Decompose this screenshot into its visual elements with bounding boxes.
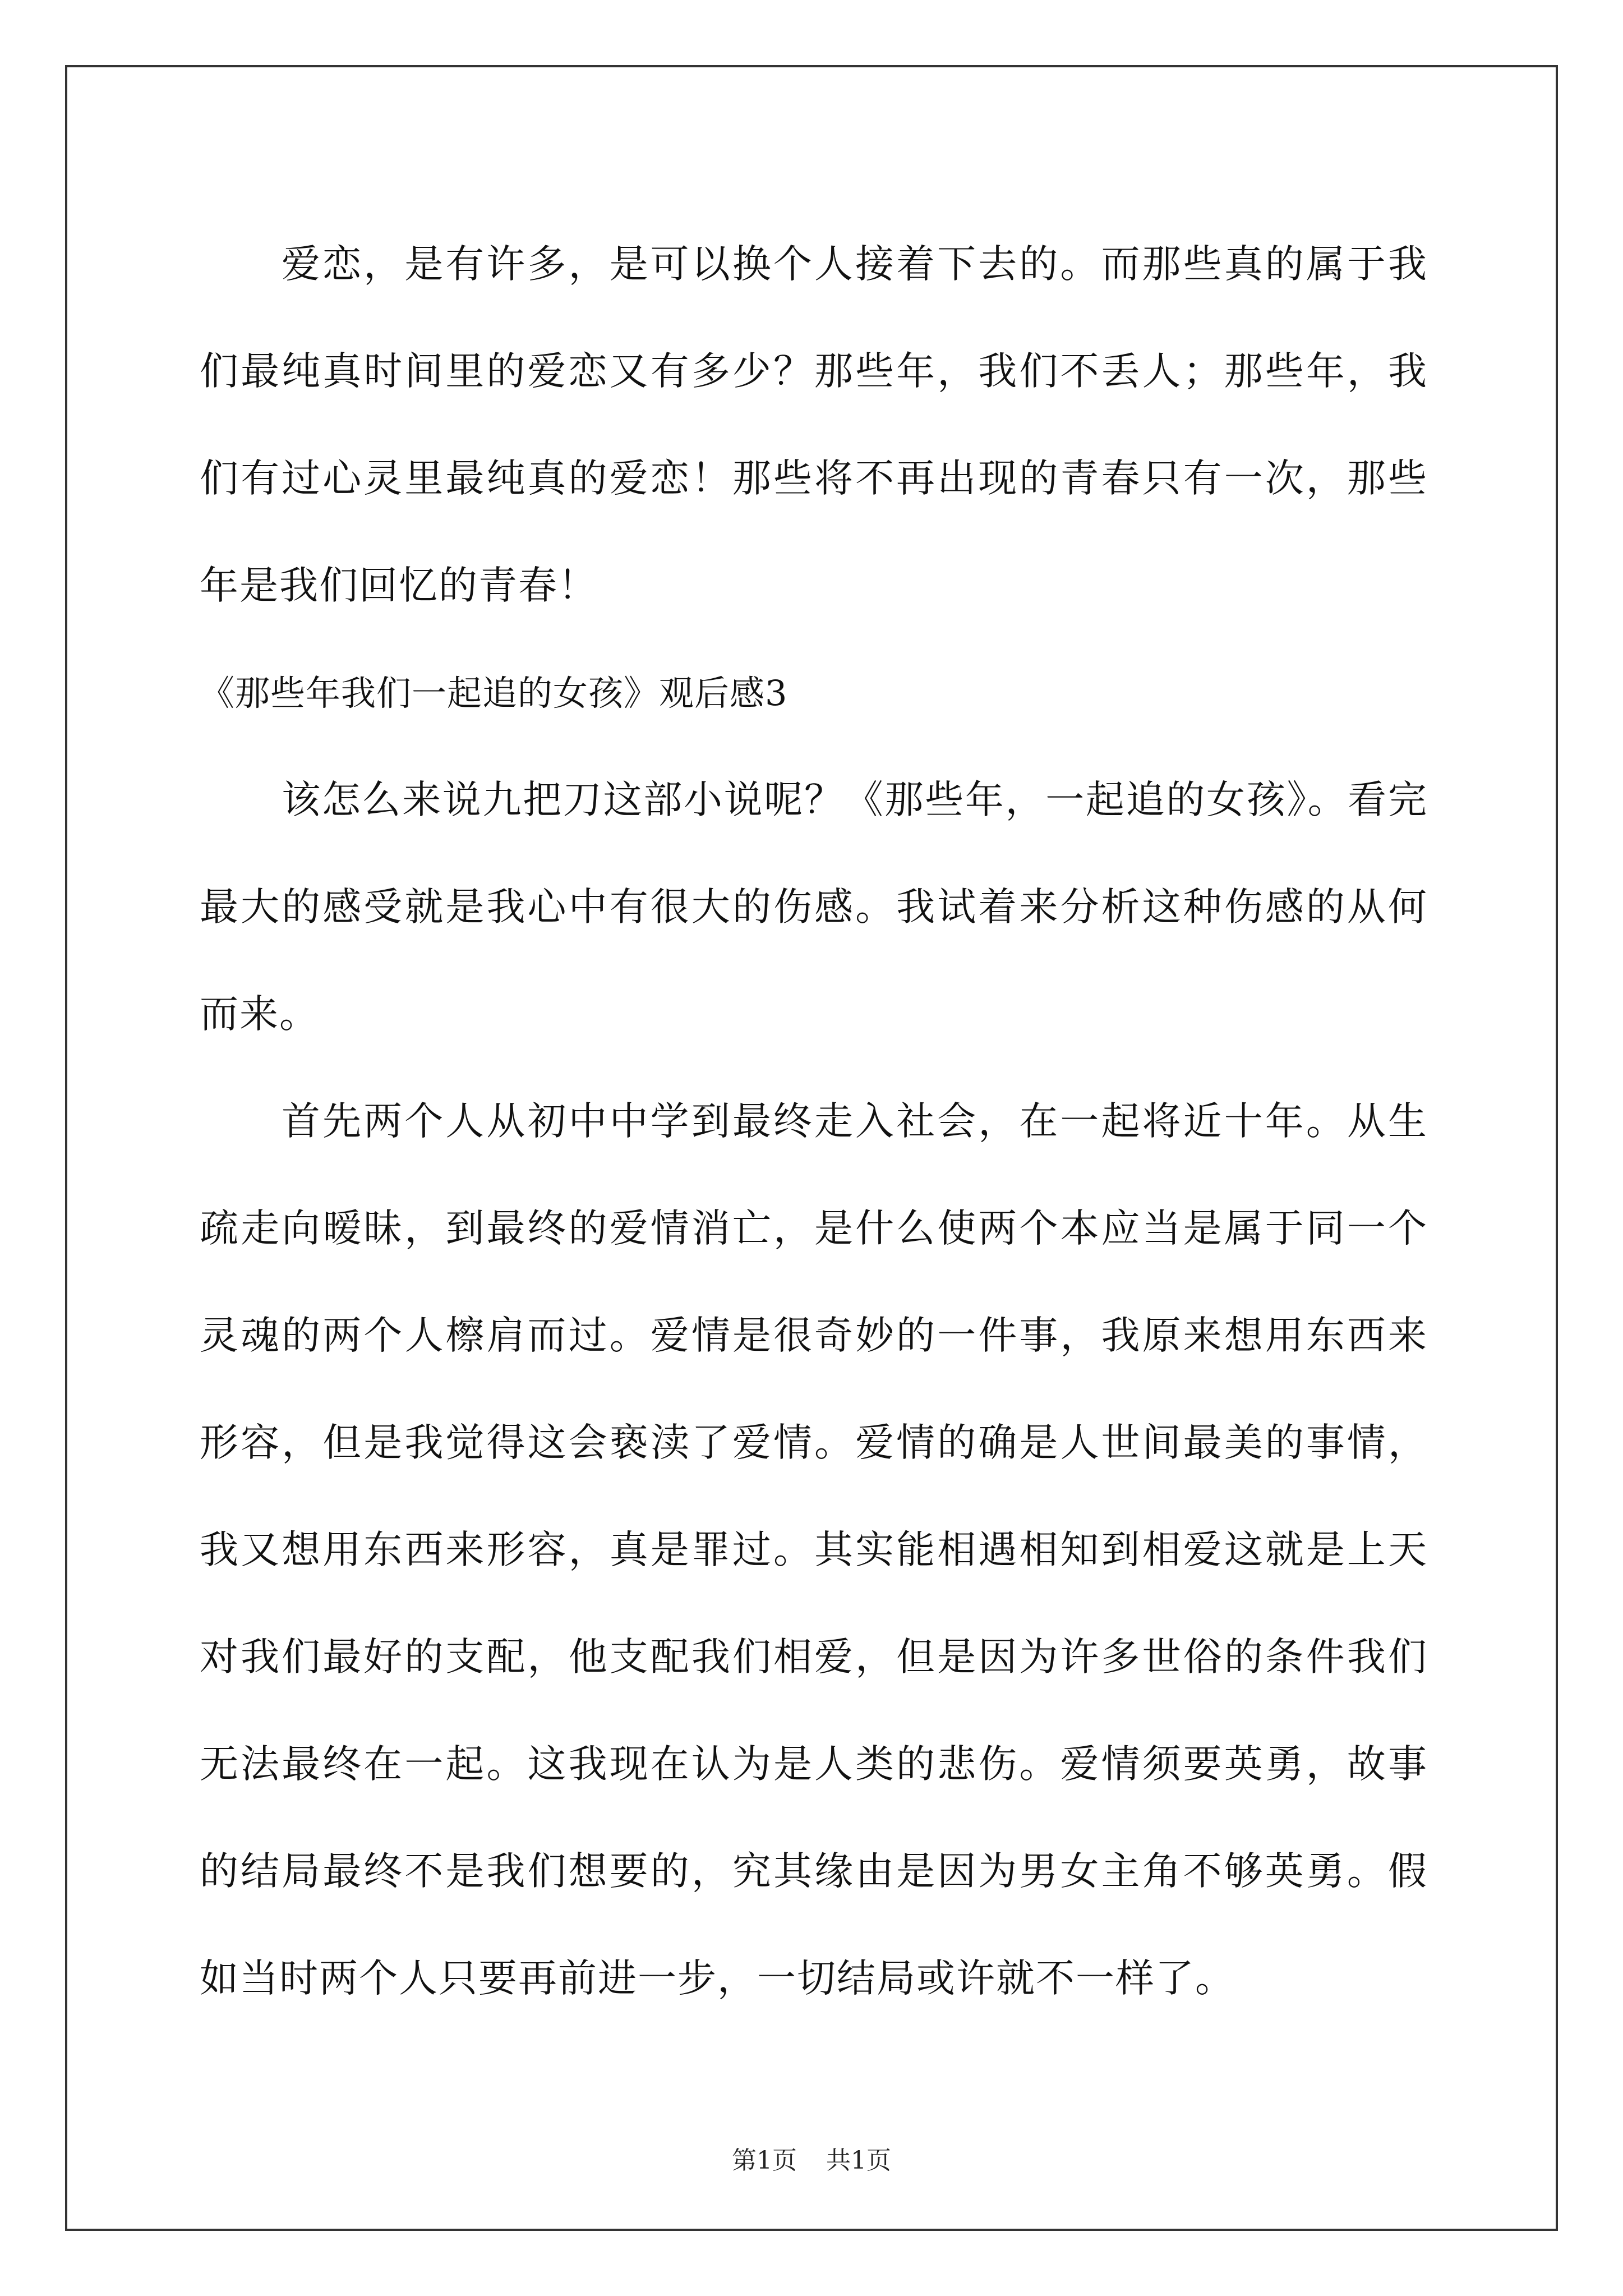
paragraph-section-1: 该怎么来说九把刀这部小说呢？《那些年，一起追的女孩》。看完最大的感受就是我心中有很大的伤感。我试着来分析这种伤感的从何而来。 xyxy=(200,777,1428,1037)
section-title: 《那些年我们一起追的女孩》观后感3 xyxy=(200,673,788,714)
paragraph-section-2: 首先两个人从初中中学到最终走入社会，在一起将近十年。从生疏走向暧昧，到最终的爱情消亡，是什么使两个本应当是属于同一个灵魂的两个人檫肩而过。爱情是很奇妙的一件事，我原来想用东西来形容，但是我觉得这会亵渎了爱情。爱情的确是人世间最美的事情，我又想用东西来形容，真是罪过。其实能相遇相知到相爱这就是上天对我们最好的支配，他支配我们相爱，但是因为许多世俗的条件我们无法最终在一起。这我现在认为是人类的悲伤。爱情须要英勇，故事的结局最终不是我们想要的，究其缘由是因为男女主角不够英勇。假如当时两个人只要再前进一步，一切结局或许就不一样了。 xyxy=(200,1099,1428,2001)
paragraph-intro: 爱恋，是有许多，是可以换个人接着下去的。而那些真的属于我们最纯真时间里的爱恋又有多少？那些年，我们不丢人；那些年，我们有过心灵里最纯真的爱恋！那些将不再出现的青春只有一次，那些年是我们回忆的青春！ xyxy=(200,242,1428,608)
page-footer xyxy=(0,2144,1623,2178)
document-body xyxy=(200,211,1428,2032)
page-number: 第1页 xyxy=(732,2146,797,2175)
page-total: 共1页 xyxy=(826,2146,891,2175)
